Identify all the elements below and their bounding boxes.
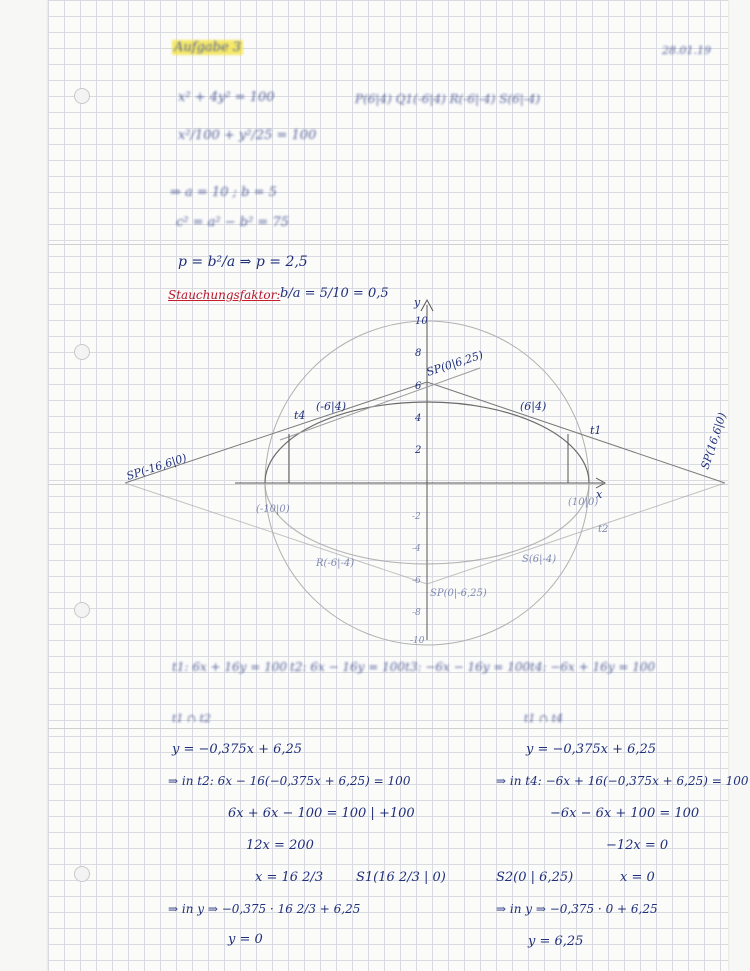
tangent-eq-t4: t4: −6x + 16y = 100: [530, 660, 656, 674]
y-tick-label: -8: [412, 608, 421, 618]
label-right-vertex: (10|0): [568, 497, 599, 508]
equation-ellipse-1: x² + 4y² = 100: [178, 90, 275, 105]
y-axis-label: y: [414, 296, 421, 309]
left-calc-line: 6x + 6x − 100 = 100 | +100: [228, 806, 415, 821]
label-sp-top: SP(0|6,25): [424, 348, 485, 379]
y-tick-label: -4: [412, 544, 421, 554]
left-calc-line: y = −0,375x + 6,25: [172, 742, 303, 757]
y-tick-label: 2: [415, 445, 422, 456]
right-calc-line: −6x − 6x + 100 = 100: [550, 806, 700, 821]
right-calc-result: S2(0 | 6,25): [496, 870, 574, 885]
label-p: (6|4): [520, 400, 547, 413]
label-sp-bottom: SP(0|-6,25): [430, 588, 487, 599]
y-tick-label: 6: [415, 381, 422, 392]
tangent-eq-t1: t1: 6x + 16y = 100: [172, 660, 288, 674]
right-calc-line: x = 0: [620, 870, 655, 885]
right-calc-heading: t1 ∩ t4: [524, 712, 564, 725]
page-title: Aufgabe 3: [174, 40, 242, 55]
eccentricity: c² = a² − b² = 75: [176, 215, 290, 230]
y-tick-label: 4: [415, 413, 422, 424]
x-axis-label: x: [596, 488, 603, 501]
parameter-p: p = b²/a ⇒ p = 2,5: [178, 254, 308, 270]
left-calc-result: S1(16 2/3 | 0): [356, 870, 446, 885]
y-tick-label: 10: [415, 316, 428, 327]
auxiliary-line: [280, 368, 480, 440]
left-calc-line: y = 0: [228, 932, 263, 947]
label-t4: t4: [294, 409, 306, 422]
right-calc-line: ⇒ in y ⇒ −0,375 · 0 + 6,25: [496, 902, 658, 916]
right-calc-line: ⇒ in t4: −6x + 16(−0,375x + 6,25) = 100: [496, 774, 749, 788]
equation-ellipse-2: x²/100 + y²/25 = 100: [178, 128, 317, 143]
label-s: S(6|-4): [522, 554, 557, 565]
tangent-t1: [427, 382, 725, 483]
label-t2: t2: [598, 524, 609, 535]
y-tick-label: -6: [412, 576, 421, 586]
right-calc-line: −12x = 0: [606, 838, 669, 853]
left-calc-line: ⇒ in y ⇒ −0,375 · 16 2/3 + 6,25: [168, 902, 361, 916]
left-calc-line: ⇒ in t2: 6x − 16(−0,375x + 6,25) = 100: [168, 774, 411, 788]
label-sp-left: SP(-16,6|0): [124, 451, 189, 483]
stauchungsfaktor-formula: b/a = 5/10 = 0,5: [280, 286, 389, 301]
left-calc-line: x = 16 2/3: [255, 870, 324, 885]
label-r: R(-6|-4): [316, 558, 355, 569]
page-date: 28.01.19: [662, 44, 711, 57]
given-points: P(6|4) Q1(-6|4) R(-6|-4) S(6|-4): [355, 92, 541, 106]
left-calc-heading: t1 ∩ t2: [172, 712, 212, 725]
label-t1: t1: [590, 424, 602, 437]
y-tick-label: 8: [415, 348, 422, 359]
label-sp-right: SP(16,6|0): [698, 411, 729, 471]
tangent-eq-t3: t3: −6x − 16y = 100: [405, 660, 531, 674]
right-calc-line: y = −0,375x + 6,25: [526, 742, 657, 757]
semi-axes: ⇒ a = 10 ; b = 5: [170, 185, 277, 200]
label-left-vertex: (-10|0): [256, 504, 290, 515]
left-calc-line: 12x = 200: [246, 838, 314, 853]
y-tick-label: -10: [410, 636, 425, 646]
stauchungsfaktor-label: Stauchungsfaktor:: [168, 288, 281, 302]
tangent-t3: [125, 483, 427, 584]
right-calc-line: y = 6,25: [528, 934, 584, 949]
y-tick-label: -2: [412, 512, 421, 522]
tangent-eq-t2: t2: 6x − 16y = 100: [290, 660, 406, 674]
label-q1: (-6|4): [316, 400, 347, 413]
